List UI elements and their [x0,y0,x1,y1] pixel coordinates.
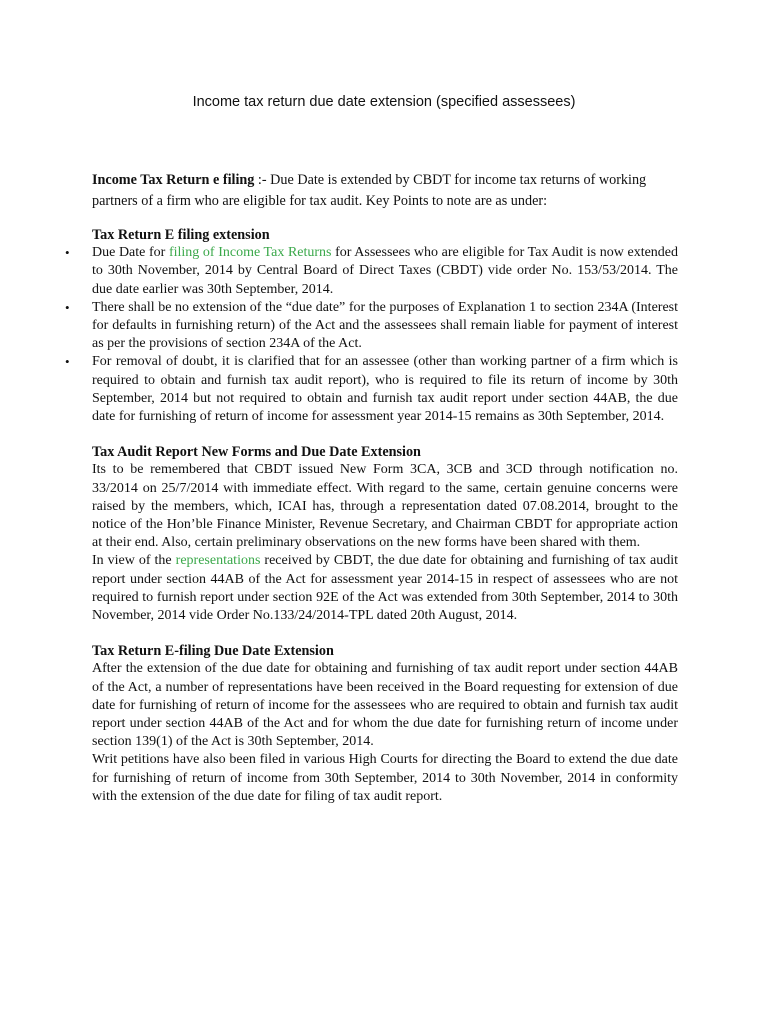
intro-lead: Income Tax Return e filing [92,172,255,188]
section-heading-due-date-extension: Tax Return E-filing Due Date Extension [92,643,334,660]
intro-paragraph [92,170,652,212]
link-representations[interactable]: representations [175,553,261,569]
section-heading-efiling-extension: Tax Return E filing extension [92,227,270,243]
paragraph: Writ petitions have also been filed in various High Courts for directing the Board to extend the due date for furnishing of return of income from 30th September, 2014 to 30th November, 2014 in conformity with the extension of the due date for filing of tax audit report. [92,752,678,804]
spacer [92,426,678,443]
bullet-text: For removal of doubt, it is clarified that for an assessee (other than working partner of a firm which is required to obtain and furnish tax audit report), who is required to file its return of income by 30th September, 2014 but not required to obtain and furnish tax audit report under section 44AB, the due date for furnishing of return of income for assessment year 2014-15 remains as 30th September, 2014. [92,354,678,425]
bullet-icon: • [65,299,70,315]
bullet-icon: • [65,245,70,261]
bullet-item [65,244,679,299]
bullet-item [65,353,678,426]
document-body [65,226,679,806]
paragraph [92,552,678,625]
paragraph-text-post: received by CBDT, the due date for obtaining and furnishing of tax audit report under section 44AB of the Act for assessment year 2014-15 in respect of assessees who are not required to furnish report under section 92E of the Act was extended from 30th September, 2014 to 30th November, 2014 vide Order No.133/24/2014-TPL dated 20th August, 2014. [92,553,678,624]
section-heading-audit-report: Tax Audit Report New Forms and Due Date Extension [92,444,421,461]
paragraph: Its to be remembered that CBDT issued New Form 3CA, 3CB and 3CD through notification no. 33/2014 on 25/7/2014 with immediate effect. With regard to the same, certain genuine concerns were raised by the members, which, ICAI has, through a representation dated 07.08.2014, brought to the notice of the Hon’ble Finance Minister, Revenue Secretary, and Chairman CBDT for appropriate action at their end. Also, certain preliminary observations on the new forms have been shared with them. [92,462,678,551]
spacer [92,625,678,642]
bullet-text-post: for Assessees who are eligible for Tax Audit is now extended to 30th November, 2014 by Central Board of Direct Taxes (CBDT) vide order No. 153/53/2014. The due date earlier was 30th September, 2014. [92,245,679,297]
intro-text: :- Due Date is extended by CBDT for income tax returns of working partners of a firm who are eligible for tax audit. Key Points to note are as under: [92,172,647,209]
bullet-list [65,244,679,426]
bullet-icon: • [65,354,70,370]
bullet-item [65,299,678,354]
bullet-text: There shall be no extension of the “due date” for the purposes of Explanation 1 to section 234A (Interest for defaults in furnishing return) of the Act and the assessees shall remain liable for payment of interest as per the provisions of section 234A of the Act. [92,299,678,352]
paragraph: After the extension of the due date for obtaining and furnishing of tax audit report under section 44AB of the Act, a number of representations have been received in the Board requesting for extension of due date for furnishing of return of income for the assessees who are required to obtain and furnish tax audit report under section 44AB of the Act and for whom the due date for furnishing return of income under section 139(1) of the Act is 30th September, 2014. [92,661,678,750]
document-title: Income tax return due date extension (specified assessees) [192,94,576,110]
link-filing-income-tax-returns[interactable]: filing of Income Tax Returns [168,245,332,261]
bullet-text-pre: Due Date for [92,245,169,261]
paragraph-text-pre: In view of the [92,553,176,569]
